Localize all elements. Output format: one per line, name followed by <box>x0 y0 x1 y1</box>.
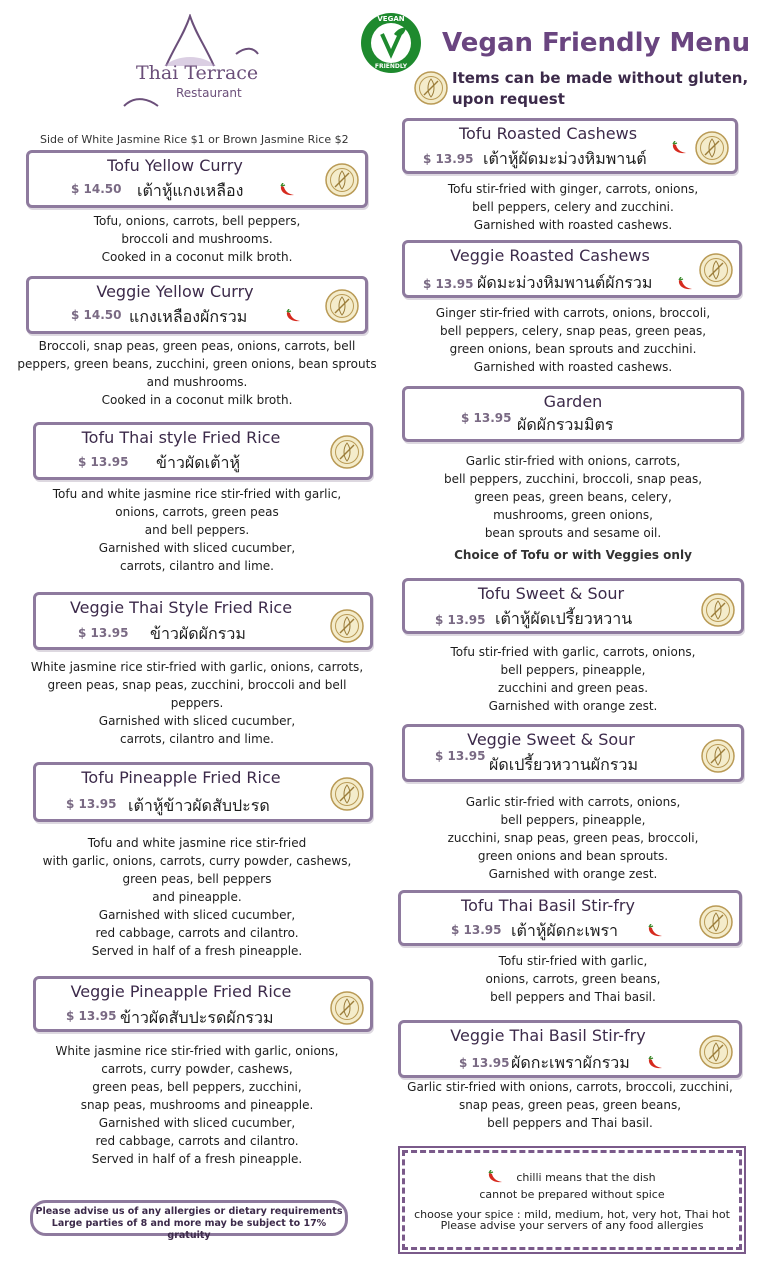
desc-line: carrots, curry powder, cashews, <box>101 1062 293 1076</box>
desc-line: bell peppers and Thai basil. <box>490 990 656 1004</box>
chili-icon <box>647 1056 663 1070</box>
desc-line: Garnished with roasted cashews. <box>473 360 673 374</box>
desc-line: peppers, green beans, zucchini, green onions, bean sprouts <box>17 357 377 371</box>
notice-line: Large parties of 8 and more may be subject to 17% gratuity <box>51 1218 327 1241</box>
item-description <box>400 643 746 715</box>
rice-side-note: Side of White Jasmine Rice $1 or Brown Jasmine Rice $2 <box>40 133 349 146</box>
desc-line: and pineapple. <box>152 890 242 904</box>
menu-subtitle <box>452 68 748 110</box>
gluten-free-icon <box>414 71 448 105</box>
menu-item-card <box>33 592 373 650</box>
desc-line: Cooked in a coconut milk broth. <box>101 250 293 264</box>
logo-name: Thai Terrace <box>136 62 259 84</box>
item-description <box>10 658 384 748</box>
desc-line: Served in half of a fresh pineapple. <box>91 944 303 958</box>
desc-line: bell peppers, celery and zucchini. <box>472 200 674 214</box>
desc-line: green peas, snap peas, zucchini, broccoli and bell <box>47 678 347 692</box>
gluten-free-icon <box>699 253 733 287</box>
item-price: $ 13.95 <box>66 797 117 811</box>
gluten-free-icon <box>325 163 359 197</box>
item-description <box>6 337 388 409</box>
desc-line: Tofu and white jasmine rice stir-fried <box>87 836 307 850</box>
desc-line: Served in half of a fresh pineapple. <box>91 1152 303 1166</box>
item-thai-name: แกงเหลืองผักรวม <box>129 307 248 326</box>
desc-line: Garlic stir-fried with onions, carrots, broccoli, zucchini, <box>407 1080 733 1094</box>
item-price: $ 14.50 <box>71 182 122 196</box>
desc-line: Garnished with sliced cucumber, <box>98 1116 296 1130</box>
desc-line: green peas, bell peppers <box>122 872 272 886</box>
menu-item-card <box>33 762 373 822</box>
desc-line: carrots, cilantro and lime. <box>120 559 274 573</box>
desc-line: and bell peppers. <box>144 523 250 537</box>
item-thai-name: เต้าหู้ผัดมะม่วงหิมพานต์ <box>483 149 647 168</box>
desc-line: Tofu and white jasmine rice stir-fried with garlic, <box>52 487 342 501</box>
item-description <box>400 793 746 883</box>
item-price: $ 13.95 <box>423 277 474 291</box>
logo-sub: Restaurant <box>176 86 242 100</box>
item-price: $ 13.95 <box>459 1056 510 1070</box>
desc-line: bean sprouts and sesame oil. <box>484 526 662 540</box>
desc-line: onions, carrots, green peas <box>115 505 279 519</box>
menu-item-card <box>26 276 368 334</box>
item-price: $ 13.95 <box>435 613 486 627</box>
desc-line: green onions, bean sprouts and zucchini. <box>449 342 697 356</box>
menu-item-card <box>402 578 744 634</box>
item-name: Veggie Sweet & Sour <box>467 730 635 749</box>
item-description <box>20 485 374 575</box>
chili-icon <box>647 924 663 938</box>
item-name: Tofu Thai style Fried Rice <box>81 428 281 447</box>
desc-line: green onions and bean sprouts. <box>477 849 669 863</box>
desc-line: and mushrooms. <box>146 375 248 389</box>
gluten-free-icon <box>701 593 735 627</box>
desc-line: green peas, green beans, celery, <box>474 490 672 504</box>
item-description <box>400 180 746 234</box>
chili-icon <box>285 309 301 323</box>
restaurant-logo <box>106 14 276 114</box>
item-description <box>20 1042 374 1168</box>
item-description <box>20 834 374 960</box>
gluten-free-icon <box>699 1035 733 1069</box>
item-name: Veggie Yellow Curry <box>96 282 254 301</box>
desc-line: Garnished with orange zest. <box>488 867 658 881</box>
item-name: Tofu Yellow Curry <box>107 156 243 175</box>
badge-top-text: VEGAN <box>377 15 405 23</box>
chili-icon <box>671 141 687 155</box>
desc-line: Garlic stir-fried with onions, carrots, <box>465 454 681 468</box>
desc-line: Garnished with sliced cucumber, <box>98 714 296 728</box>
garden-choice-note: Choice of Tofu or with Veggies only <box>454 548 692 562</box>
menu-item-card <box>33 422 373 480</box>
item-name: Tofu Roasted Cashews <box>458 124 638 143</box>
item-name: Garden <box>543 392 603 411</box>
desc-line: bell peppers and Thai basil. <box>487 1116 653 1130</box>
vegan-friendly-badge <box>360 12 422 74</box>
desc-line: snap peas, green peas, green beans, <box>458 1098 682 1112</box>
item-description <box>20 212 374 266</box>
menu-item-card <box>402 240 742 298</box>
menu-item-card <box>398 890 742 946</box>
desc-line: zucchini and green peas. <box>497 681 649 695</box>
item-name: Veggie Pineapple Fried Rice <box>70 982 292 1001</box>
desc-line: carrots, cilantro and lime. <box>120 732 274 746</box>
item-price: $ 13.95 <box>78 626 129 640</box>
desc-line: bell peppers, celery, snap peas, green peas, <box>439 324 707 338</box>
item-price: $ 13.95 <box>435 749 486 763</box>
item-thai-name: ข้าวผัดเต้าหู้ <box>156 453 241 472</box>
desc-line: Garnished with roasted cashews. <box>473 218 673 232</box>
item-thai-name: ข้าวผัดสับปะรดผักรวม <box>120 1008 274 1027</box>
desc-line: White jasmine rice stir-fried with garlic, onions, carrots, <box>30 660 364 674</box>
desc-line: onions, carrots, green beans, <box>485 972 661 986</box>
desc-line: Garnished with sliced cucumber, <box>98 541 296 555</box>
item-thai-name: ข้าวผัดผักรวม <box>150 624 246 643</box>
chili-icon <box>677 277 693 291</box>
item-thai-name: เต้าหู้ผัดเปรี้ยวหวาน <box>495 609 633 628</box>
desc-line: bell peppers, zucchini, broccoli, snap peas, <box>443 472 703 486</box>
desc-line: Tofu stir-fried with ginger, carrots, onions, <box>447 182 699 196</box>
item-name: Tofu Thai Basil Stir-fry <box>461 896 635 915</box>
menu-item-card <box>398 1020 742 1078</box>
desc-line: Broccoli, snap peas, green peas, onions, carrots, bell <box>38 339 356 353</box>
desc-line: Garnished with orange zest. <box>488 699 658 713</box>
desc-line: broccoli and mushrooms. <box>121 232 273 246</box>
menu-item-card <box>402 118 738 174</box>
desc-line: red cabbage, carrots and cilantro. <box>95 1134 299 1148</box>
gluten-free-icon <box>330 991 364 1025</box>
item-thai-name: ผัดเปรี้ยวหวานผักรวม <box>489 755 638 774</box>
desc-line: Ginger stir-fried with carrots, onions, broccoli, <box>435 306 711 320</box>
item-description <box>400 952 746 1006</box>
desc-line: Cooked in a coconut milk broth. <box>101 393 293 407</box>
desc-line: bell peppers, pineapple, <box>500 813 646 827</box>
desc-line: White jasmine rice stir-fried with garlic, onions, <box>55 1044 339 1058</box>
desc-line: Garlic stir-fried with carrots, onions, <box>465 795 681 809</box>
menu-item-card <box>26 150 368 208</box>
gluten-free-icon <box>330 435 364 469</box>
item-price: $ 13.95 <box>423 152 474 166</box>
item-name: Tofu Sweet & Sour <box>477 584 625 603</box>
badge-bottom-text: FRIENDLY <box>374 63 408 70</box>
item-price: $ 13.95 <box>66 1009 117 1023</box>
item-description <box>390 1078 750 1132</box>
desc-line: red cabbage, carrots and cilantro. <box>95 926 299 940</box>
desc-line: bell peppers, pineapple, <box>500 663 646 677</box>
desc-line: with garlic, onions, carrots, curry powder, cashews, <box>42 854 352 868</box>
gluten-free-icon <box>330 609 364 643</box>
item-price: $ 14.50 <box>71 308 122 322</box>
desc-line: Tofu, onions, carrots, bell peppers, <box>93 214 301 228</box>
notice-line: Please advise us of any allergies or dietary requirements <box>35 1206 343 1217</box>
item-thai-name: เต้าหู้ผัดกะเพรา <box>511 921 619 940</box>
desc-line: Garnished with sliced cucumber, <box>98 908 296 922</box>
item-thai-name: เต้าหู้แกงเหลือง <box>137 181 244 200</box>
item-thai-name: เต้าหู้ข้าวผัดสับปะรด <box>128 796 270 815</box>
menu-item-card <box>402 724 744 782</box>
item-description <box>400 452 746 542</box>
chili-icon <box>279 183 295 197</box>
item-name: Veggie Roasted Cashews <box>450 246 650 265</box>
item-price: $ 13.95 <box>461 411 512 425</box>
desc-line: Tofu stir-fried with garlic, <box>498 954 648 968</box>
desc-line: peppers. <box>170 696 224 710</box>
item-thai-name: ผัดมะม่วงหิมพานต์ผักรวม <box>477 273 653 292</box>
menu-title: Vegan Friendly Menu <box>442 28 751 58</box>
gluten-free-icon <box>695 131 729 165</box>
desc-line: green peas, bell peppers, zucchini, <box>92 1080 302 1094</box>
spice-line: Please advise your servers of any food allergies <box>440 1219 704 1232</box>
allergy-notice <box>30 1200 348 1241</box>
item-thai-name: ผัดกะเพราผักรวม <box>511 1053 630 1072</box>
gluten-free-icon <box>330 777 364 811</box>
spice-line: chilli means that the dish <box>516 1171 656 1184</box>
item-name: Veggie Thai Style Fried Rice <box>69 598 293 617</box>
item-price: $ 13.95 <box>451 923 502 937</box>
subtitle-line-2: upon request <box>452 90 565 108</box>
gluten-free-icon <box>699 905 733 939</box>
desc-line: mushrooms, green onions, <box>493 508 653 522</box>
subtitle-line-1: Items can be made without gluten, <box>452 69 749 87</box>
gluten-free-icon <box>325 289 359 323</box>
item-price: $ 13.95 <box>78 455 129 469</box>
item-thai-name: ผัดผักรวมมิตร <box>517 415 614 434</box>
item-name: Veggie Thai Basil Stir-fry <box>450 1026 646 1045</box>
gluten-free-icon <box>701 739 735 773</box>
spice-line: cannot be prepared without spice <box>479 1188 665 1201</box>
desc-line: snap peas, mushrooms and pineapple. <box>80 1098 314 1112</box>
desc-line: zucchini, snap peas, green peas, broccoli, <box>447 831 699 845</box>
spice-line: choose your spice : mild, medium, hot, very hot, Thai hot <box>414 1208 730 1221</box>
menu-item-card <box>33 976 373 1032</box>
menu-item-card <box>402 386 744 442</box>
desc-line: Tofu stir-fried with garlic, carrots, onions, <box>450 645 696 659</box>
item-name: Tofu Pineapple Fried Rice <box>81 768 281 787</box>
spice-info-box <box>402 1150 742 1250</box>
item-description <box>400 304 746 376</box>
